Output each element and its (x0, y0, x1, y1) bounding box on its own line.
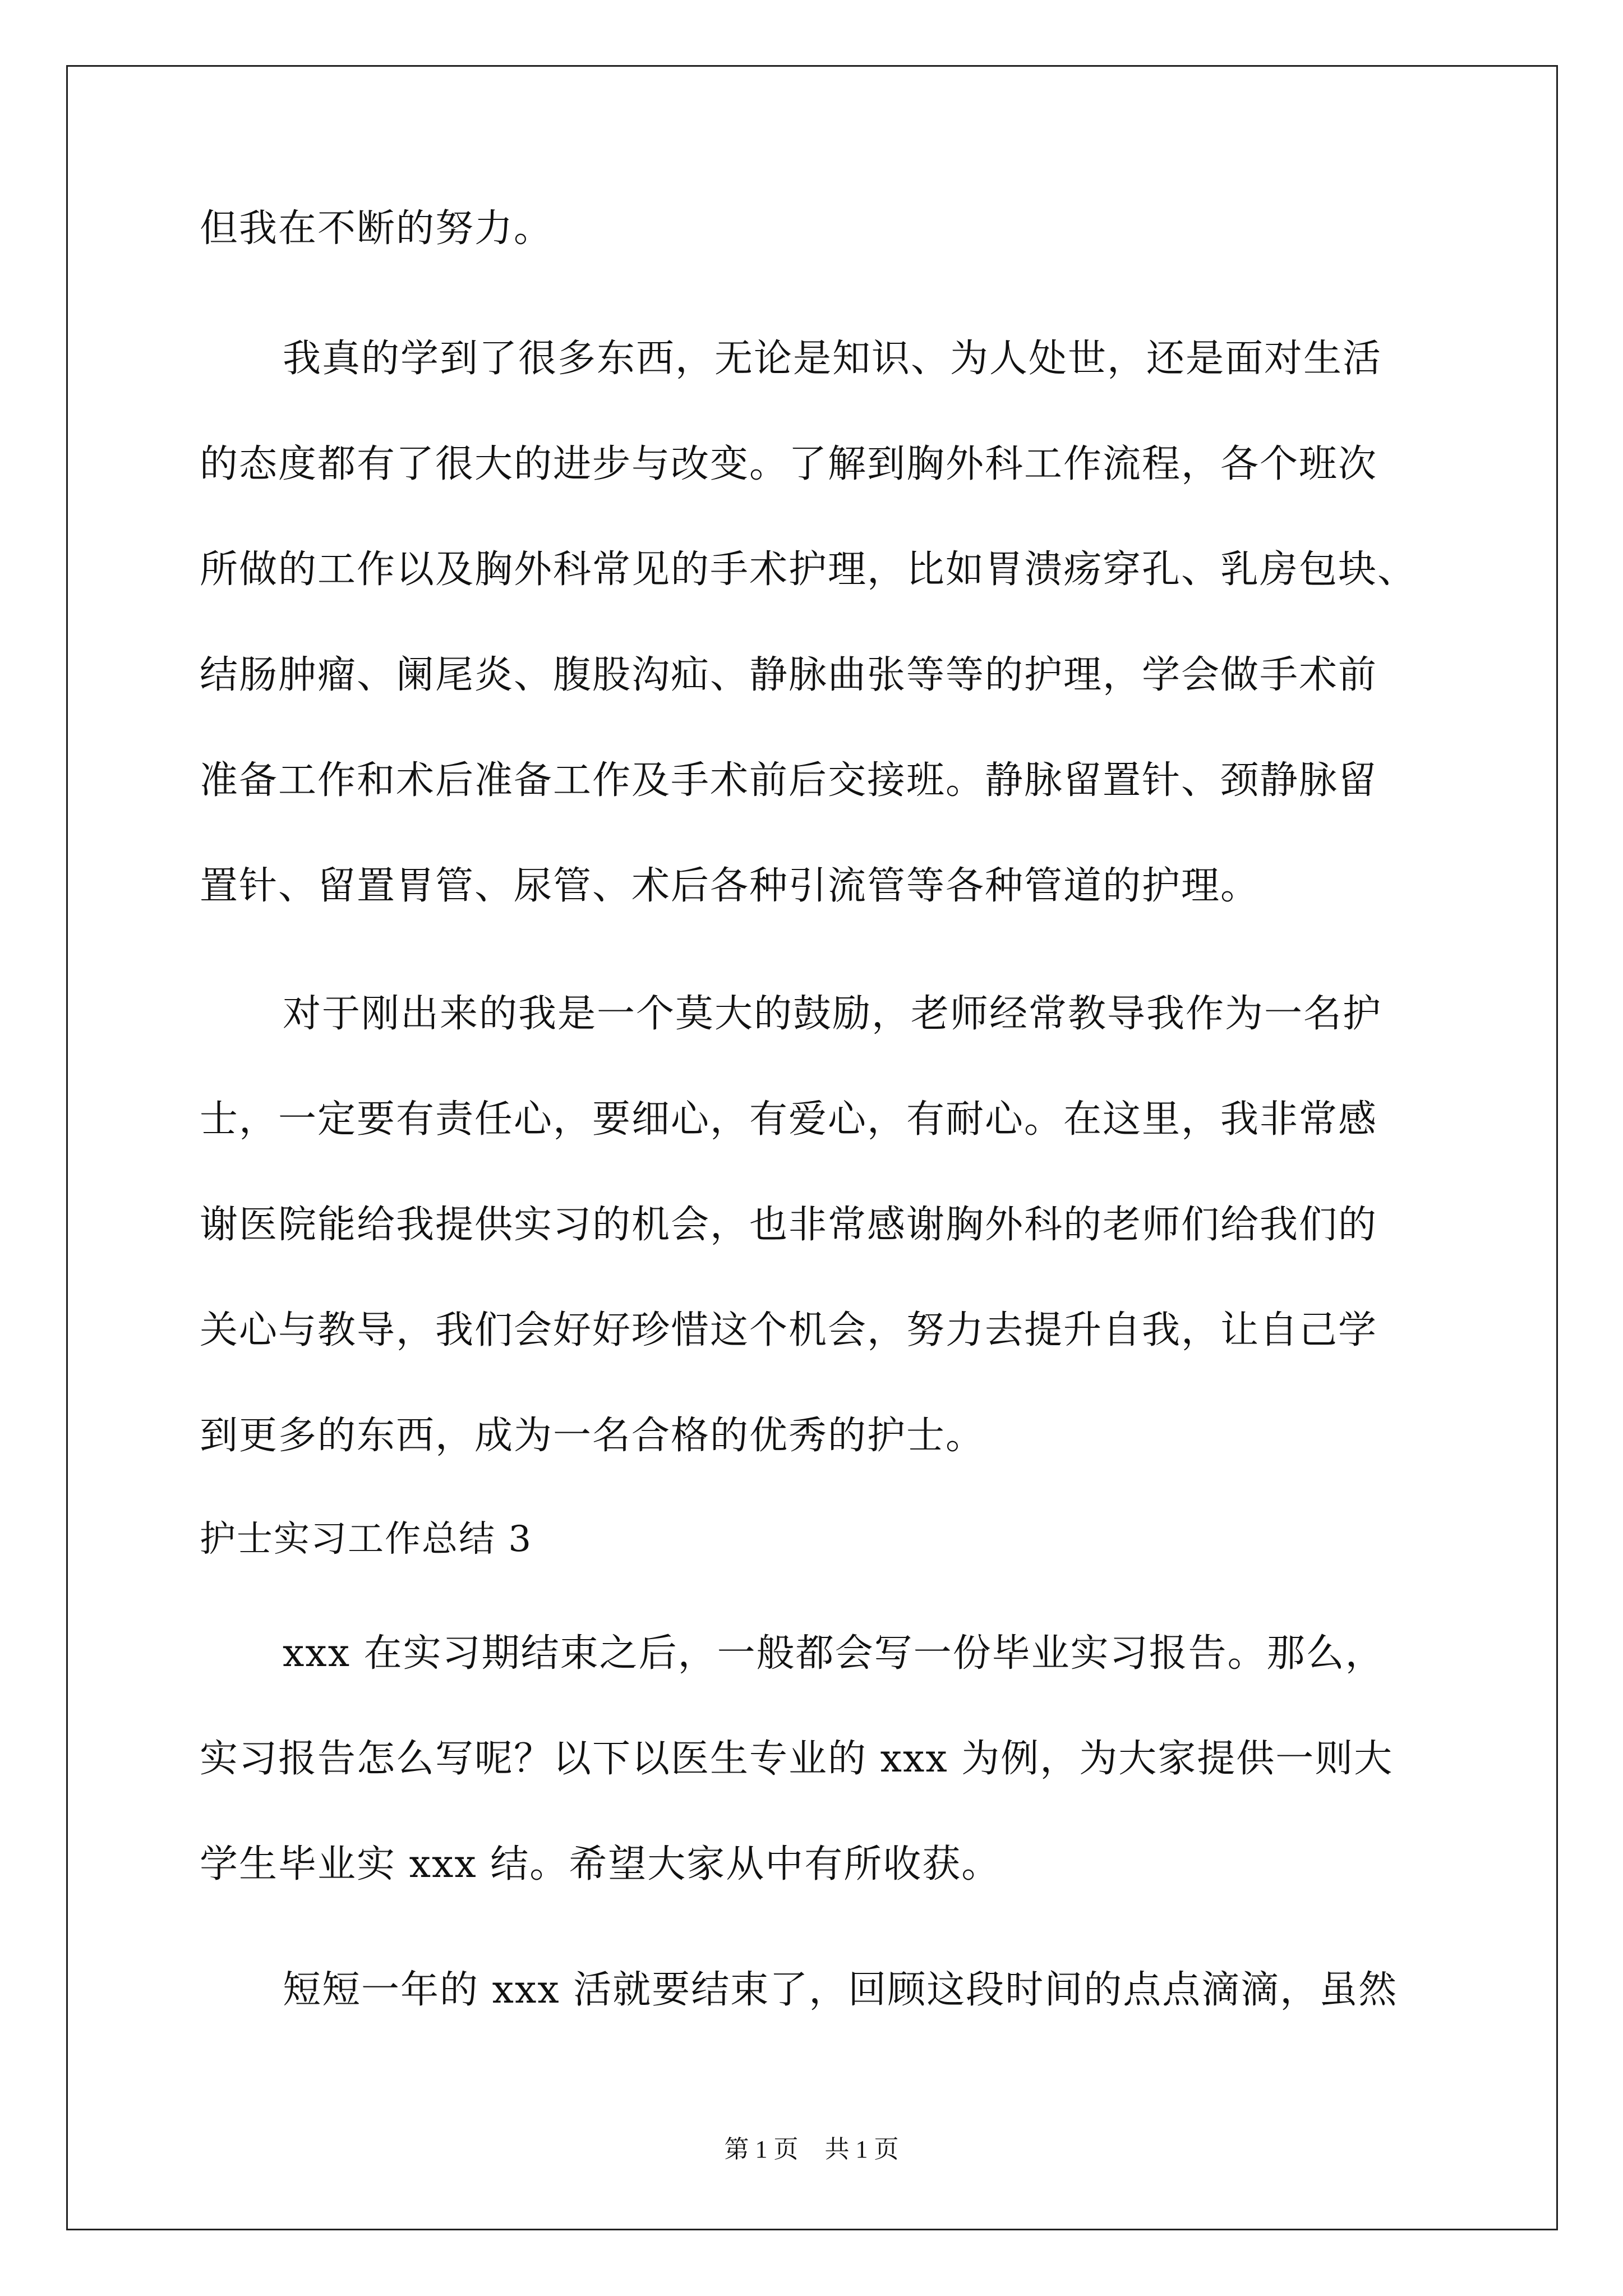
text-line: 到更多的东西，成为一名合格的优秀的护士。 (200, 1414, 985, 1458)
paragraph-first-line: 对于刚出来的我是一个莫大的鼓励，老师经常教导我作为一名护 (283, 992, 1382, 1036)
text-line: 谢医院能给我提供实习的机会，也非常感谢胸外科的老师们给我们的 (200, 1203, 1378, 1247)
paragraph-first-line: xxx 在实习期结束之后，一般都会写一份毕业实习报告。那么， (283, 1631, 1385, 1676)
paragraph-first-line: 我真的学到了很多东西，无论是知识、为人处世，还是面对生活 (283, 337, 1382, 381)
text-line: 实习报告怎么写呢？以下以医生专业的 xxx 为例，为大家提供一则大 (200, 1737, 1394, 1781)
text-line: 士，一定要有责任心，要细心，有爱心，有耐心。在这里，我非常感 (200, 1097, 1378, 1142)
text-line: 关心与教导，我们会好好珍惜这个机会，努力去提升自我，让自己学 (200, 1308, 1378, 1352)
text-line: 但我在不断的努力。 (200, 206, 554, 251)
page-number: 第 1 页 (724, 2136, 799, 2163)
paragraph-first-line: 短短一年的 xxx 活就要结束了，回顾这段时间的点点滴滴，虽然 (283, 1968, 1398, 2012)
text-line: 所做的工作以及胸外科常见的手术护理，比如胃溃疡穿孔、乳房包块、 (200, 547, 1417, 592)
section-heading: 护士实习工作总结 3 (200, 1519, 533, 1560)
text-line: 的态度都有了很大的进步与改变。了解到胸外科工作流程，各个班次 (200, 442, 1378, 486)
text-line: 置针、留置胃管、尿管、术后各种引流管等各种管道的护理。 (200, 864, 1260, 908)
text-line: 准备工作和术后准备工作及手术前后交接班。静脉留置针、颈静脉留 (200, 758, 1378, 803)
page-total: 共 1 页 (824, 2136, 899, 2163)
text-line: 结肠肿瘤、阑尾炎、腹股沟疝、静脉曲张等等的护理，学会做手术前 (200, 653, 1378, 697)
page-footer (0, 2134, 1623, 2165)
text-line: 学生毕业实 xxx 结。希望大家从中有所收获。 (200, 1842, 1001, 1887)
page-border (66, 65, 1558, 2230)
